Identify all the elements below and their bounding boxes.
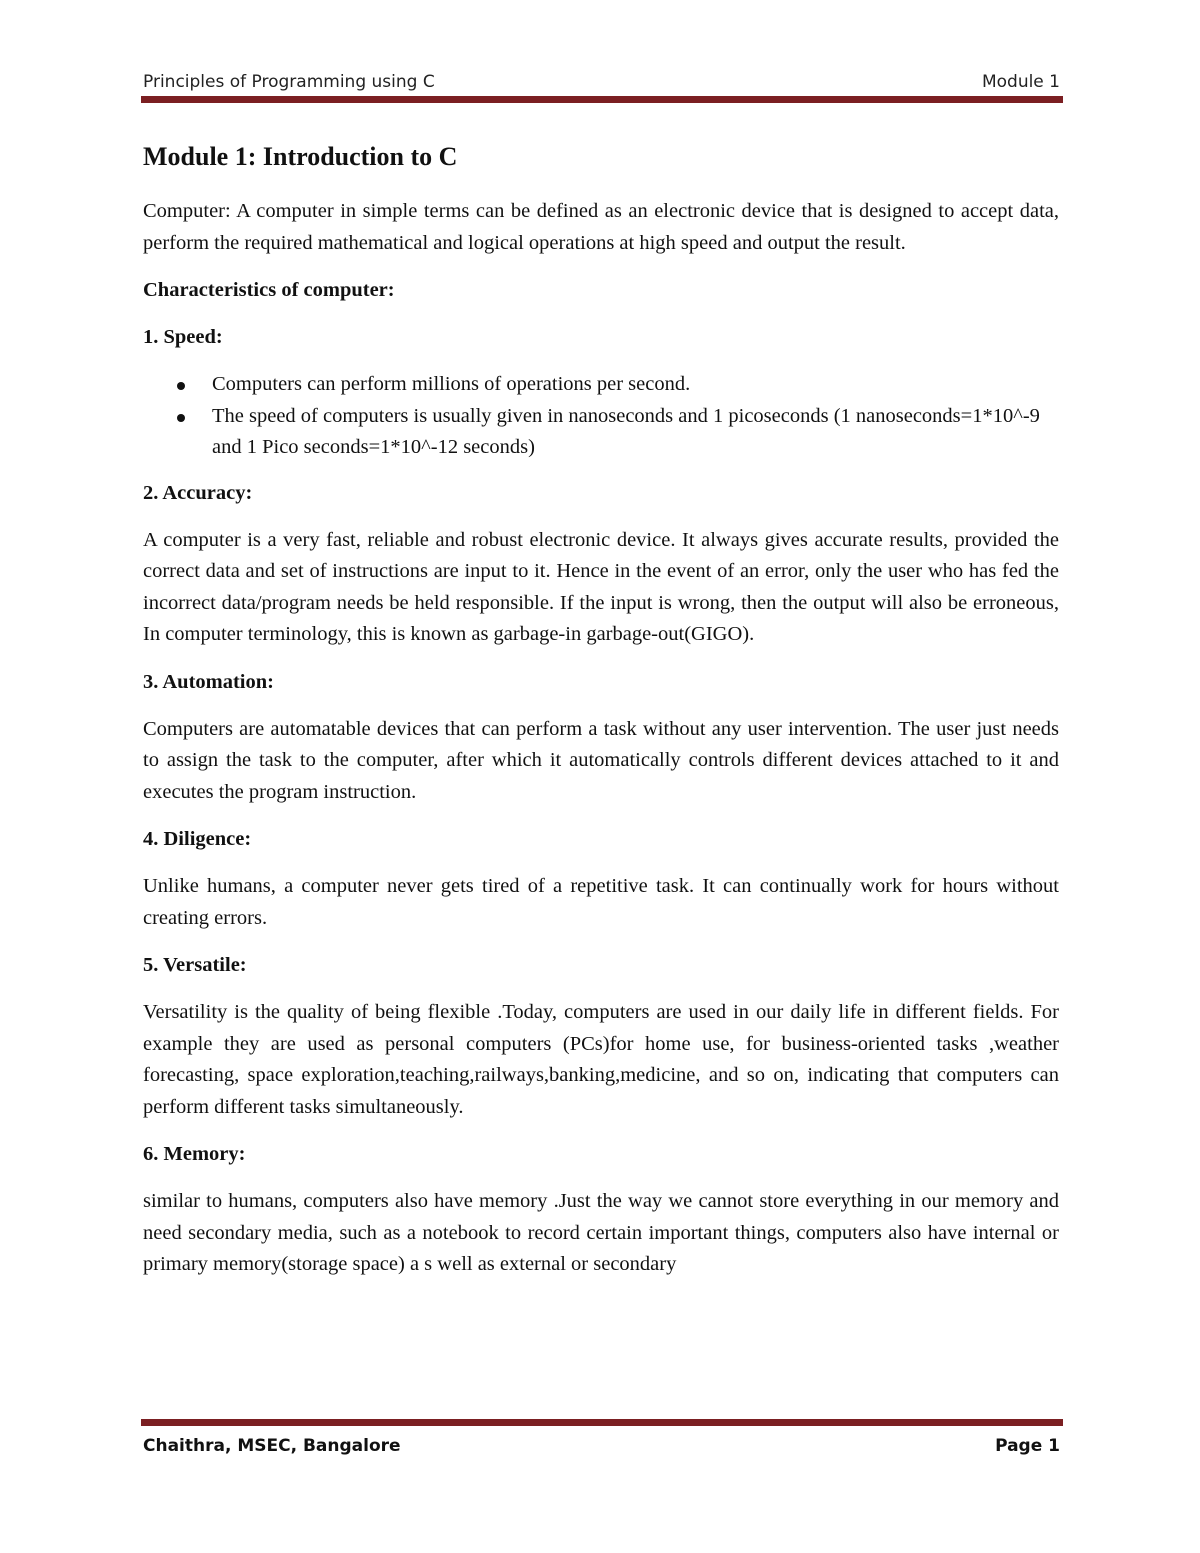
footer-author: Chaithra, MSEC, Bangalore xyxy=(143,1436,401,1456)
diligence-paragraph: Unlike humans, a computer never gets tired of a repetitive task. It can continually work for hours without creating errors. xyxy=(143,875,1059,929)
accuracy-heading: 2. Accuracy: xyxy=(143,481,253,504)
accuracy-paragraph: A computer is a very fast, reliable and robust electronic device. It always gives accurate results, provided the correct data and set of instructions are input to it. Hence in the event of an error, only the user who has fed the incorrect data/program needs be held responsible. If the input is wrong, then the output will also be erroneous, In computer terminology, this is known as garbage-in garbage-out(GIGO). xyxy=(143,528,1059,645)
automation-paragraph: Computers are automatable devices that can perform a task without any user intervention. The user just needs to assign the task to the computer, after which it automatically controls different devices attached to it and executes the program instruction. xyxy=(143,717,1059,803)
footer-rule xyxy=(141,1419,1063,1426)
list-item xyxy=(143,401,1059,464)
diligence-heading: 4. Diligence: xyxy=(143,828,252,850)
list-item xyxy=(143,369,1059,401)
memory-paragraph: similar to humans, computers also have memory .Just the way we cannot store everything in our memory and need secondary media, such as a notebook to record certain important things, computers also have internal or primary memory(storage space) a s well as external or secondary xyxy=(143,1190,1059,1275)
page-content xyxy=(143,140,1059,1297)
header-title: Principles of Programming using C xyxy=(143,72,435,92)
automation-heading: 3. Automation: xyxy=(143,670,274,693)
header-rule xyxy=(141,96,1063,103)
intro-paragraph: Computer: A computer in simple terms can be defined as an electronic device that is designed to accept data, perform the required mathematical and logical operations at high speed and output the result. xyxy=(143,200,1059,254)
page-title: Module 1: Introduction to C xyxy=(143,142,458,171)
versatile-heading: 5. Versatile: xyxy=(143,954,247,976)
speed-bullet-list xyxy=(143,369,1059,464)
header-module: Module 1 xyxy=(981,72,1060,92)
characteristics-heading: Characteristics of computer: xyxy=(143,279,395,301)
bullet-text: The speed of computers is usually given in nanoseconds and 1 picoseconds (1 nanoseconds=1*10^-9 and 1 Pico seconds=1*10^-12 seconds) xyxy=(212,404,1040,458)
bullet-text: Computers can perform millions of operations per second. xyxy=(212,373,691,395)
page-number: Page 1 xyxy=(995,1436,1060,1456)
memory-heading: 6. Memory: xyxy=(143,1143,246,1165)
bullet-icon xyxy=(177,414,185,422)
bullet-icon xyxy=(177,382,185,390)
versatile-paragraph: Versatility is the quality of being flexible .Today, computers are used in our daily life in different fields. For example they are used as personal computers (PCs)for home use, for business-oriented tasks ,weather forecasting, space exploration,teaching,railways,banking,medicine, and so on, indicating that computers can perform different tasks simultaneously. xyxy=(143,1001,1059,1118)
page-header xyxy=(143,72,1060,98)
speed-heading: 1. Speed: xyxy=(143,326,223,348)
